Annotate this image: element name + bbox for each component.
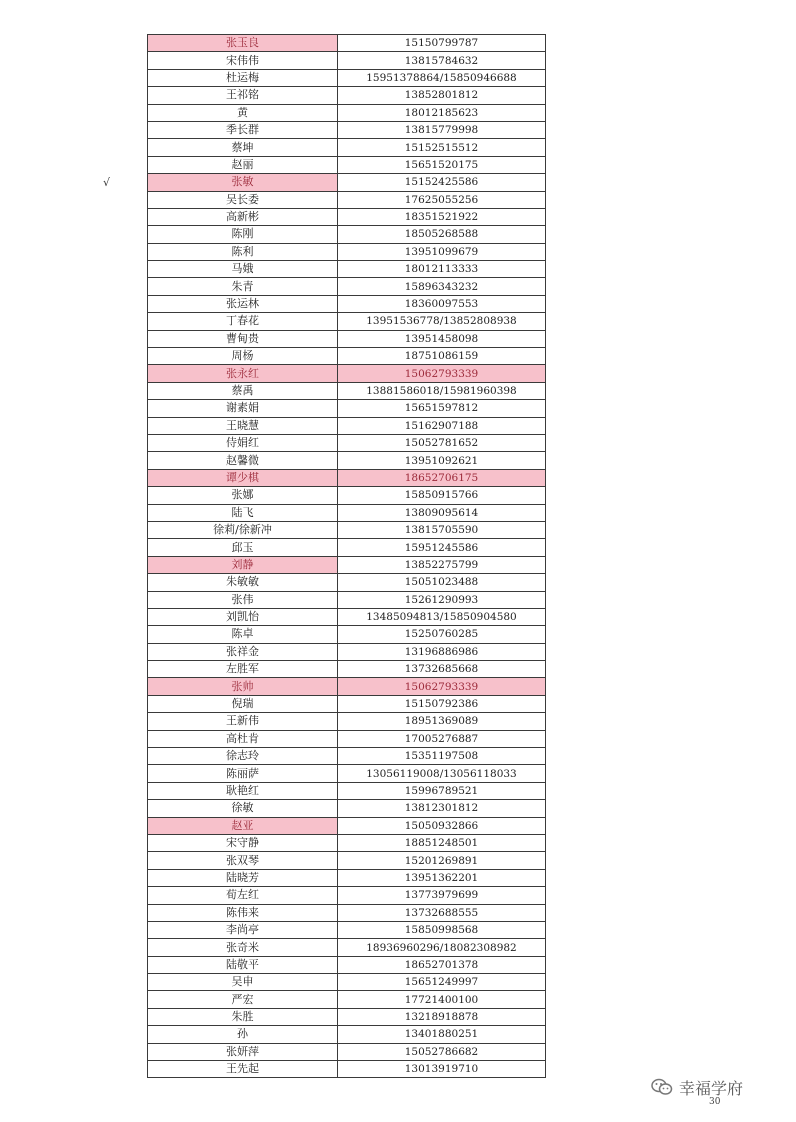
- phone-cell: 15150799787: [338, 35, 546, 52]
- phone-cell: 15951245586: [338, 539, 546, 556]
- name-cell: 张帅: [148, 678, 338, 695]
- name-cell: 谢素娟: [148, 400, 338, 417]
- phone-cell: 13773979699: [338, 887, 546, 904]
- name-cell: 王祁铭: [148, 87, 338, 104]
- phone-cell: 18012185623: [338, 104, 546, 121]
- name-cell: 丁春花: [148, 313, 338, 330]
- table-row: [148, 1043, 546, 1060]
- name-cell: 张敏: [148, 174, 338, 191]
- check-mark: √: [103, 176, 111, 189]
- phone-cell: 15162907188: [338, 417, 546, 434]
- table-row: [148, 278, 546, 295]
- phone-cell: 15951378864/15850946688: [338, 69, 546, 86]
- phone-cell: 15996789521: [338, 782, 546, 799]
- table-row: [148, 643, 546, 660]
- contact-table-body: [148, 35, 546, 1078]
- table-row: [148, 313, 546, 330]
- phone-cell: 15651597812: [338, 400, 546, 417]
- name-cell: 张娜: [148, 487, 338, 504]
- phone-cell: 18505268588: [338, 226, 546, 243]
- table-row: [148, 574, 546, 591]
- phone-cell: 18652706175: [338, 469, 546, 486]
- table-row: [148, 521, 546, 538]
- phone-cell: 15062793339: [338, 365, 546, 382]
- table-row: [148, 748, 546, 765]
- name-cell: 吴长委: [148, 191, 338, 208]
- watermark: [651, 1074, 743, 1100]
- phone-cell: 13951092621: [338, 452, 546, 469]
- phone-cell: 13401880251: [338, 1026, 546, 1043]
- table-row: [148, 382, 546, 399]
- name-cell: 朱胜: [148, 1008, 338, 1025]
- table-row: [148, 487, 546, 504]
- name-cell: 张伟: [148, 591, 338, 608]
- table-row: [148, 921, 546, 938]
- table-row: [148, 730, 546, 747]
- table-row: [148, 469, 546, 486]
- phone-cell: 15152425586: [338, 174, 546, 191]
- name-cell: 朱青: [148, 278, 338, 295]
- phone-cell: 15050932866: [338, 817, 546, 834]
- name-cell: 高新彬: [148, 208, 338, 225]
- phone-cell: 15261290993: [338, 591, 546, 608]
- name-cell: 朱敏敏: [148, 574, 338, 591]
- phone-cell: 15150792386: [338, 695, 546, 712]
- phone-cell: 13485094813/15850904580: [338, 608, 546, 625]
- table-row: [148, 52, 546, 69]
- table-row: [148, 678, 546, 695]
- phone-cell: 18751086159: [338, 348, 546, 365]
- table-row: [148, 887, 546, 904]
- name-cell: 刘静: [148, 556, 338, 573]
- table-row: [148, 834, 546, 851]
- name-cell: 刘凯怡: [148, 608, 338, 625]
- phone-cell: 13951536778/13852808938: [338, 313, 546, 330]
- phone-cell: 15250760285: [338, 626, 546, 643]
- name-cell: 张永红: [148, 365, 338, 382]
- phone-cell: 15062793339: [338, 678, 546, 695]
- phone-cell: 15052786682: [338, 1043, 546, 1060]
- table-row: [148, 417, 546, 434]
- table-row: [148, 974, 546, 991]
- table-row: [148, 191, 546, 208]
- phone-cell: 13951458098: [338, 330, 546, 347]
- table-row: [148, 695, 546, 712]
- name-cell: 李尚亭: [148, 921, 338, 938]
- phone-cell: 18851248501: [338, 834, 546, 851]
- page-number: 30: [709, 1097, 721, 1107]
- table-row: [148, 608, 546, 625]
- table-row: [148, 243, 546, 260]
- phone-cell: 13732685668: [338, 661, 546, 678]
- name-cell: 王晓慧: [148, 417, 338, 434]
- name-cell: 左胜军: [148, 661, 338, 678]
- name-cell: 蔡禹: [148, 382, 338, 399]
- table-row: [148, 174, 546, 191]
- phone-cell: 13951362201: [338, 869, 546, 886]
- table-row: [148, 434, 546, 451]
- phone-cell: 15351197508: [338, 748, 546, 765]
- phone-cell: 15201269891: [338, 852, 546, 869]
- name-cell: 严宏: [148, 991, 338, 1008]
- name-cell: 陈伟来: [148, 904, 338, 921]
- name-cell: 季长群: [148, 121, 338, 138]
- name-cell: 赵馨微: [148, 452, 338, 469]
- phone-cell: 15651249997: [338, 974, 546, 991]
- table-row: [148, 765, 546, 782]
- name-cell: 张双琴: [148, 852, 338, 869]
- table-row: [148, 591, 546, 608]
- phone-cell: 13812301812: [338, 800, 546, 817]
- phone-cell: 18012113333: [338, 261, 546, 278]
- name-cell: 王先起: [148, 1061, 338, 1078]
- phone-cell: 15850998568: [338, 921, 546, 938]
- table-row: [148, 1061, 546, 1078]
- name-cell: 杜运梅: [148, 69, 338, 86]
- name-cell: 陈卓: [148, 626, 338, 643]
- name-cell: 孙: [148, 1026, 338, 1043]
- wechat-icon: [651, 1078, 673, 1096]
- table-row: [148, 504, 546, 521]
- table-row: [148, 661, 546, 678]
- table-row: [148, 869, 546, 886]
- phone-cell: 13852801812: [338, 87, 546, 104]
- name-cell: 张奇米: [148, 939, 338, 956]
- table-row: [148, 139, 546, 156]
- phone-cell: 18652701378: [338, 956, 546, 973]
- name-cell: 陈刚: [148, 226, 338, 243]
- name-cell: 倪瑞: [148, 695, 338, 712]
- name-cell: 宋守静: [148, 834, 338, 851]
- table-row: [148, 104, 546, 121]
- table-row: [148, 556, 546, 573]
- phone-cell: 13218918878: [338, 1008, 546, 1025]
- table-row: [148, 1026, 546, 1043]
- name-cell: 侍娟红: [148, 434, 338, 451]
- watermark-text: 幸福学府: [679, 1078, 744, 1098]
- table-row: [148, 365, 546, 382]
- phone-cell: 15896343232: [338, 278, 546, 295]
- name-cell: 荀左红: [148, 887, 338, 904]
- table-row: [148, 939, 546, 956]
- name-cell: 徐志玲: [148, 748, 338, 765]
- table-row: [148, 782, 546, 799]
- phone-cell: 17625055256: [338, 191, 546, 208]
- name-cell: 赵丽: [148, 156, 338, 173]
- name-cell: 张祥金: [148, 643, 338, 660]
- table-row: [148, 261, 546, 278]
- table-row: [148, 121, 546, 138]
- table-row: [148, 991, 546, 1008]
- name-cell: 张玉良: [148, 35, 338, 52]
- table-row: [148, 87, 546, 104]
- phone-cell: 18951369089: [338, 713, 546, 730]
- name-cell: 张运林: [148, 295, 338, 312]
- name-cell: 徐敏: [148, 800, 338, 817]
- name-cell: 陈利: [148, 243, 338, 260]
- name-cell: 陆敬平: [148, 956, 338, 973]
- table-row: [148, 817, 546, 834]
- phone-cell: 15850915766: [338, 487, 546, 504]
- name-cell: 王新伟: [148, 713, 338, 730]
- name-cell: 谭少棋: [148, 469, 338, 486]
- phone-cell: 13881586018/15981960398: [338, 382, 546, 399]
- table-row: [148, 295, 546, 312]
- phone-cell: 18936960296/18082308982: [338, 939, 546, 956]
- phone-cell: 15052781652: [338, 434, 546, 451]
- table-row: [148, 800, 546, 817]
- name-cell: 宋伟伟: [148, 52, 338, 69]
- table-row: [148, 956, 546, 973]
- phone-cell: 13815779998: [338, 121, 546, 138]
- name-cell: 黄: [148, 104, 338, 121]
- name-cell: 邱玉: [148, 539, 338, 556]
- table-row: [148, 156, 546, 173]
- name-cell: 徐莉/徐新冲: [148, 521, 338, 538]
- phone-cell: 13013919710: [338, 1061, 546, 1078]
- name-cell: 赵亚: [148, 817, 338, 834]
- phone-cell: 13732688555: [338, 904, 546, 921]
- phone-cell: 13815705590: [338, 521, 546, 538]
- phone-cell: 17721400100: [338, 991, 546, 1008]
- name-cell: 陆晓芳: [148, 869, 338, 886]
- table-row: [148, 330, 546, 347]
- phone-cell: 15651520175: [338, 156, 546, 173]
- phone-cell: 17005276887: [338, 730, 546, 747]
- table-row: [148, 539, 546, 556]
- name-cell: 吴申: [148, 974, 338, 991]
- phone-cell: 13852275799: [338, 556, 546, 573]
- table-row: [148, 852, 546, 869]
- phone-cell: 13196886986: [338, 643, 546, 660]
- table-row: [148, 452, 546, 469]
- name-cell: 陆飞: [148, 504, 338, 521]
- table-row: [148, 208, 546, 225]
- name-cell: 耿艳红: [148, 782, 338, 799]
- name-cell: 曹甸贵: [148, 330, 338, 347]
- phone-cell: 18360097553: [338, 295, 546, 312]
- table-row: [148, 400, 546, 417]
- name-cell: 高杜肯: [148, 730, 338, 747]
- phone-cell: 13815784632: [338, 52, 546, 69]
- table-row: [148, 1008, 546, 1025]
- name-cell: 蔡坤: [148, 139, 338, 156]
- name-cell: 周杨: [148, 348, 338, 365]
- phone-cell: 15051023488: [338, 574, 546, 591]
- table-row: [148, 713, 546, 730]
- table-row: [148, 35, 546, 52]
- phone-cell: 13951099679: [338, 243, 546, 260]
- phone-cell: 13809095614: [338, 504, 546, 521]
- phone-cell: 18351521922: [338, 208, 546, 225]
- table-row: [148, 348, 546, 365]
- contact-table: [147, 34, 546, 1078]
- name-cell: 陈丽萨: [148, 765, 338, 782]
- table-row: [148, 626, 546, 643]
- phone-cell: 13056119008/13056118033: [338, 765, 546, 782]
- table-row: [148, 69, 546, 86]
- table-row: [148, 226, 546, 243]
- table-row: [148, 904, 546, 921]
- name-cell: 马娥: [148, 261, 338, 278]
- phone-cell: 15152515512: [338, 139, 546, 156]
- name-cell: 张妍萍: [148, 1043, 338, 1060]
